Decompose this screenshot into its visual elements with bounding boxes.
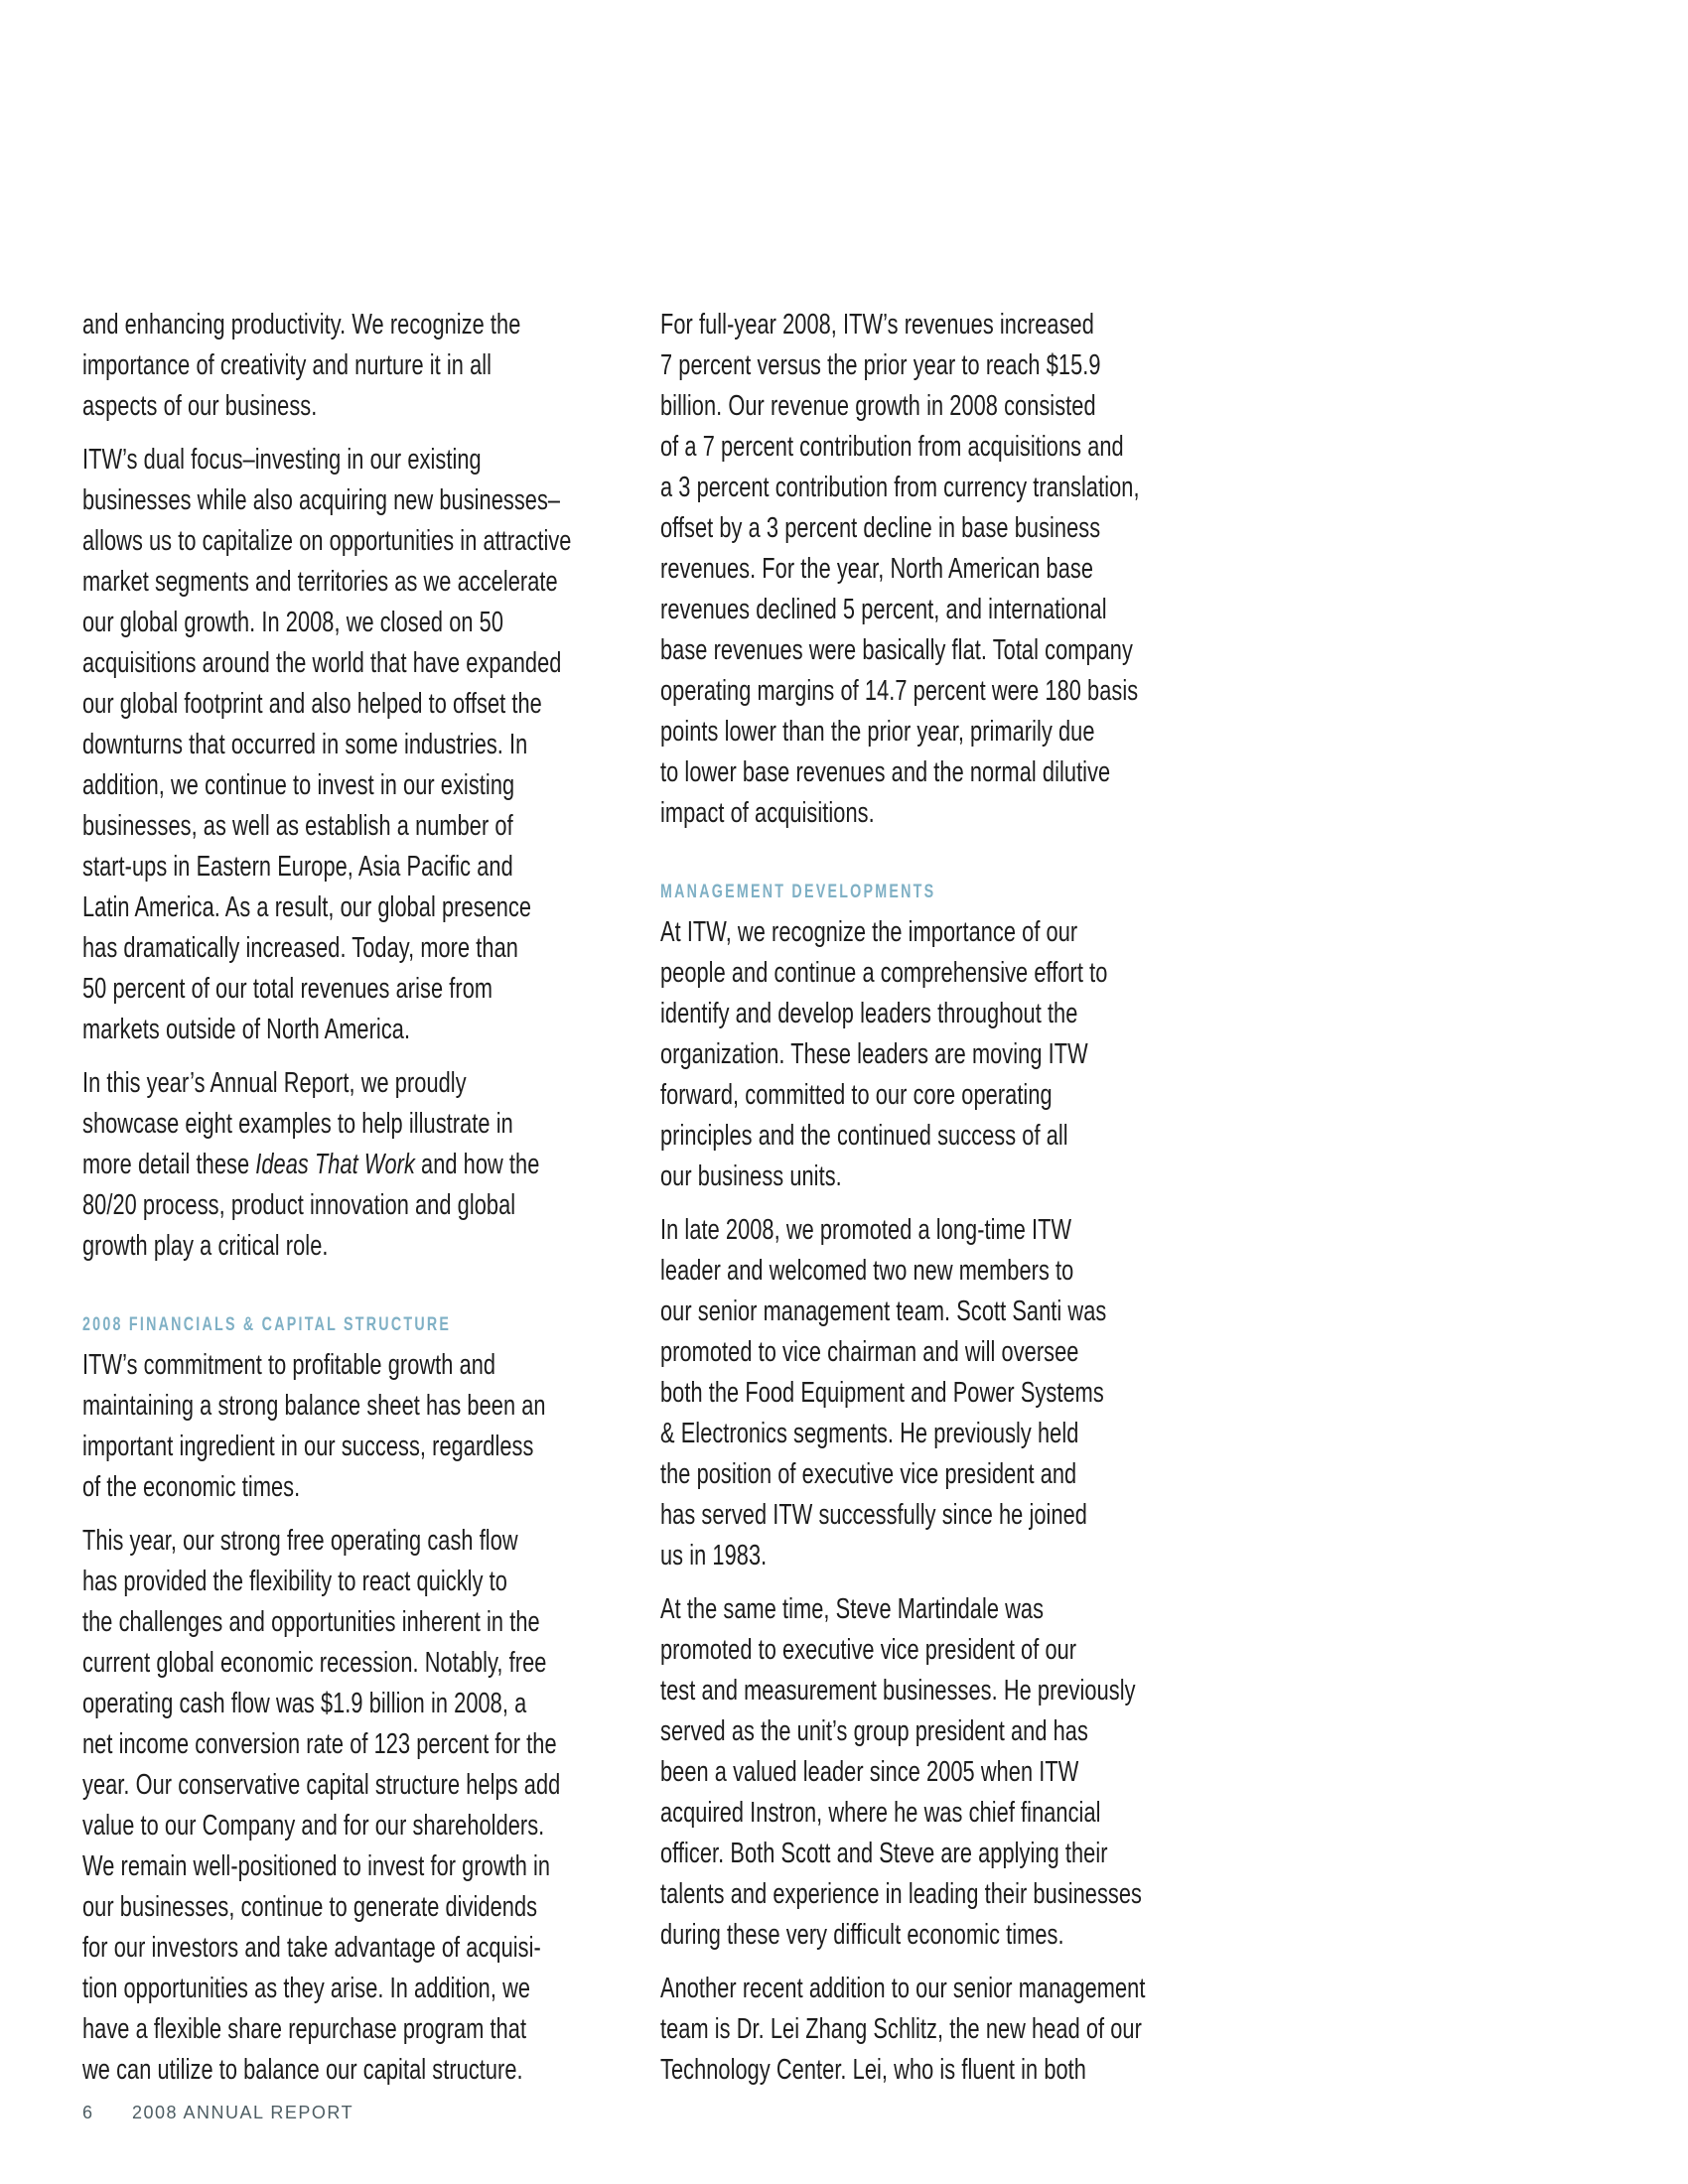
text-line: In late 2008, we promoted a long-time ITW [660, 1214, 1072, 1246]
text-line: during these very difficult economic times. [660, 1919, 1064, 1951]
text-line: talents and experience in leading their businesses [660, 1878, 1142, 1910]
text-line: operating margins of 14.7 percent were 180 basis [660, 675, 1139, 707]
text-line: and enhancing productivity. We recognize the [82, 309, 521, 341]
text-line: businesses, as well as establish a number of [82, 810, 513, 842]
text-line: have a flexible share repurchase program that [82, 2013, 527, 2045]
text-line: our global growth. In 2008, we closed on 50 [82, 607, 504, 638]
text-line: promoted to executive vice president of our [660, 1634, 1077, 1666]
page-number: 6 [82, 2103, 94, 2122]
text-line: This year, our strong free operating cash flow [82, 1525, 518, 1557]
text-line: a 3 percent contribution from currency translation, [660, 472, 1140, 503]
text-line: growth play a critical role. [82, 1230, 329, 1262]
text-line: maintaining a strong balance sheet has been an [82, 1390, 546, 1422]
text-line: & Electronics segments. He previously held [660, 1418, 1079, 1449]
left-column [82, 305, 652, 2104]
text-line: In this year’s Annual Report, we proudly [82, 1067, 467, 1099]
text-line: officer. Both Scott and Steve are applying their [660, 1838, 1108, 1869]
section-heading: 2008 FINANCIALS & CAPITAL STRUCTURE [82, 1314, 452, 1335]
right-column [660, 305, 1215, 2104]
text-line: principles and the continued success of all [660, 1120, 1068, 1152]
text-line: markets outside of North America. [82, 1014, 411, 1045]
text-line: organization. These leaders are moving ITW [660, 1038, 1088, 1070]
page-footer [0, 2101, 1688, 2130]
text-line: forward, committed to our core operating [660, 1079, 1053, 1111]
text-line: acquired Instron, where he was chief financial [660, 1797, 1101, 1829]
text-line: At the same time, Steve Martindale was [660, 1593, 1045, 1625]
text-line: importance of creativity and nurture it in all [82, 349, 492, 381]
text-line: of the economic times. [82, 1471, 301, 1503]
text-line: revenues. For the year, North American base [660, 553, 1094, 585]
text-line: Technology Center. Lei, who is fluent in both [660, 2054, 1086, 2086]
text-line: current global economic recession. Notably, free [82, 1647, 547, 1679]
paragraph [660, 305, 1215, 834]
text-line: revenues declined 5 percent, and international [660, 594, 1107, 625]
text-line: downturns that occurred in some industries. In [82, 729, 528, 760]
paragraph [660, 912, 1215, 1197]
text-line: offset by a 3 percent decline in base business [660, 512, 1101, 544]
text-line: addition, we continue to invest in our existing [82, 769, 515, 801]
text-line: ITW’s commitment to profitable growth and [82, 1349, 496, 1381]
text-line: the position of executive vice president and [660, 1458, 1077, 1490]
text-line: for our investors and take advantage of acquisi- [82, 1932, 541, 1964]
text-line: businesses while also acquiring new businesses– [82, 484, 561, 516]
text-line: leader and welcomed two new members to [660, 1255, 1074, 1287]
text-line: has provided the flexibility to react quickly to [82, 1566, 507, 1597]
paragraph [82, 305, 652, 427]
text-line: operating cash flow was $1.9 billion in 2008, a [82, 1688, 527, 1719]
paragraph [660, 1210, 1215, 1576]
text-line: of a 7 percent contribution from acquisitions and [660, 431, 1124, 463]
text-line: team is Dr. Lei Zhang Schlitz, the new head of our [660, 2013, 1142, 2045]
text-line: At ITW, we recognize the importance of our [660, 916, 1078, 948]
text-line: important ingredient in our success, regardless [82, 1431, 534, 1462]
text-line: test and measurement businesses. He previously [660, 1675, 1136, 1706]
text-line: 50 percent of our total revenues arise from [82, 973, 493, 1005]
text-line: start-ups in Eastern Europe, Asia Pacific and [82, 851, 513, 883]
text-line: people and continue a comprehensive effort to [660, 957, 1108, 989]
text-line: served as the unit’s group president and has [660, 1715, 1088, 1747]
paragraph [82, 1521, 652, 2091]
text-line: impact of acquisitions. [660, 797, 875, 829]
text-line: to lower base revenues and the normal dilutive [660, 756, 1111, 788]
text-line: tion opportunities as they arise. In addition, we [82, 1973, 531, 2004]
text-line: base revenues were basically flat. Total company [660, 634, 1133, 666]
text-line: allows us to capitalize on opportunities in attractive [82, 525, 572, 557]
text-line: us in 1983. [660, 1540, 768, 1571]
paragraph [82, 440, 652, 1050]
text-line: value to our Company and for our shareholders. [82, 1810, 545, 1842]
text-line: aspects of our business. [82, 390, 318, 422]
text-line: For full-year 2008, ITW’s revenues increased [660, 309, 1094, 341]
text-line: year. Our conservative capital structure helps add [82, 1769, 561, 1801]
text-line: has dramatically increased. Today, more than [82, 932, 518, 964]
text-line: our business units. [660, 1160, 842, 1192]
text-line: our global footprint and also helped to offset the [82, 688, 542, 720]
text-line: we can utilize to balance our capital structure. [82, 2054, 523, 2086]
text-line: Another recent addition to our senior management [660, 1973, 1146, 2004]
text-line: our senior management team. Scott Santi was [660, 1296, 1107, 1327]
text-line: Latin America. As a result, our global presence [82, 891, 532, 923]
text-line: points lower than the prior year, primarily due [660, 716, 1095, 748]
text-line: identify and develop leaders throughout the [660, 998, 1078, 1029]
text-line: been a valued leader since 2005 when ITW [660, 1756, 1079, 1788]
text-line: our businesses, continue to generate dividends [82, 1891, 538, 1923]
text-line: acquisitions around the world that have expanded [82, 647, 562, 679]
text-line: market segments and territories as we accelerate [82, 566, 558, 598]
paragraph [82, 1063, 652, 1267]
paragraph [82, 1345, 652, 1508]
footer-report-label: 2008 ANNUAL REPORT [132, 2103, 354, 2122]
text-line: the challenges and opportunities inherent in the [82, 1606, 540, 1638]
text-line: both the Food Equipment and Power Systems [660, 1377, 1104, 1409]
section-heading: MANAGEMENT DEVELOPMENTS [660, 882, 936, 902]
text-line: net income conversion rate of 123 percent for the [82, 1728, 557, 1760]
text-line: showcase eight examples to help illustrate in [82, 1108, 513, 1140]
text-line: 7 percent versus the prior year to reach $15.9 [660, 349, 1101, 381]
paragraph [660, 1589, 1215, 1956]
text-line: billion. Our revenue growth in 2008 consisted [660, 390, 1096, 422]
text-line: more detail these Ideas That Work and how the [82, 1149, 540, 1180]
text-line: We remain well-positioned to invest for growth in [82, 1850, 551, 1882]
text-line: promoted to vice chairman and will oversee [660, 1336, 1079, 1368]
paragraph [660, 1969, 1215, 2091]
text-line: 80/20 process, product innovation and global [82, 1189, 516, 1221]
text-line: ITW’s dual focus–investing in our existing [82, 444, 482, 476]
text-line: has served ITW successfully since he joined [660, 1499, 1087, 1531]
